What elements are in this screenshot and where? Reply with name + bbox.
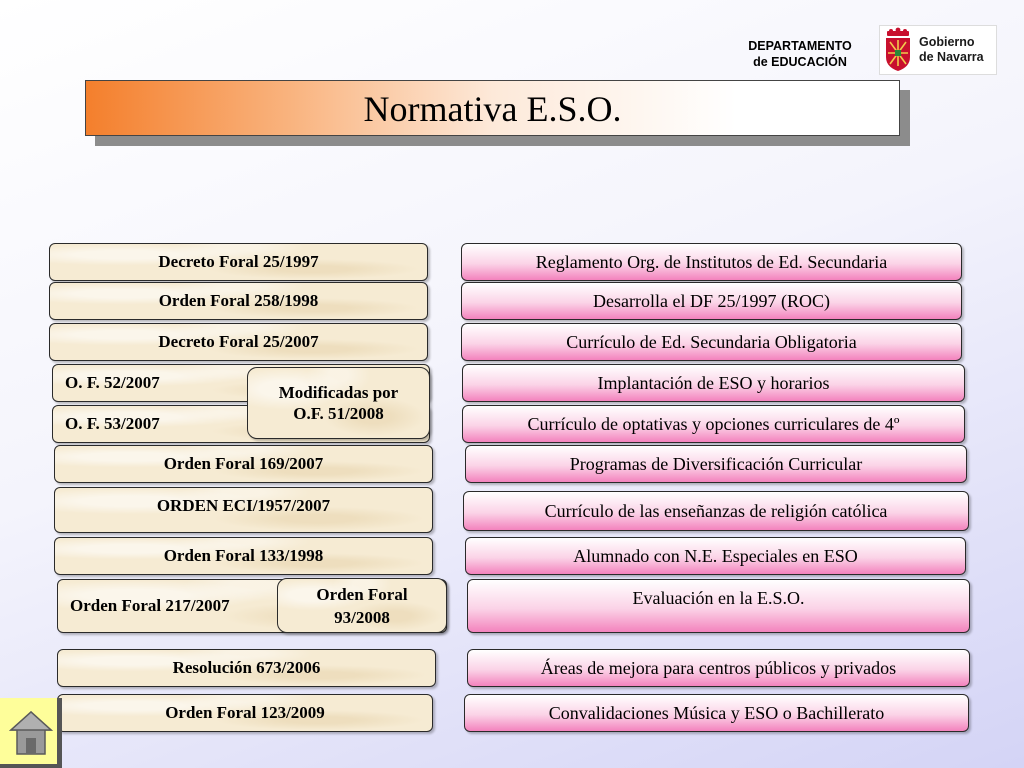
desc-curriculo[interactable]: Currículo de Ed. Secundaria Obligatoria <box>461 323 962 361</box>
link-orden-foral-133-1998[interactable]: Orden Foral 133/1998 <box>54 537 433 575</box>
desc-diversificacion[interactable]: Programas de Diversificación Curricular <box>465 445 967 483</box>
gov-line-1: Gobierno <box>919 35 975 49</box>
home-icon <box>9 708 53 758</box>
link-of-52-2007[interactable]: O. F. 52/2007 <box>52 364 430 402</box>
link-decreto-foral-25-1997[interactable]: Decreto Foral 25/1997 <box>49 243 428 281</box>
navarra-coat-of-arms-icon <box>883 27 913 73</box>
link-orden-foral-258-1998[interactable]: Orden Foral 258/1998 <box>49 282 428 320</box>
department-label <box>725 38 875 70</box>
modified-line-1: Modificadas por <box>278 383 399 402</box>
link-orden-foral-169-2007[interactable]: Orden Foral 169/2007 <box>54 445 433 483</box>
page-title: Normativa E.S.O. <box>85 80 900 136</box>
desc-reglamento[interactable]: Reglamento Org. de Institutos de Ed. Secundaria <box>461 243 962 281</box>
desc-convalidaciones[interactable]: Convalidaciones Música y ESO o Bachillerato <box>464 694 969 732</box>
desc-religion[interactable]: Currículo de las enseñanzas de religión católica <box>463 491 969 531</box>
link-orden-eci-1957-2007[interactable]: ORDEN ECI/1957/2007 <box>54 487 433 533</box>
link-of-53-2007[interactable]: O. F. 53/2007 <box>52 405 430 443</box>
desc-mejora[interactable]: Áreas de mejora para centros públicos y privados <box>467 649 970 687</box>
of-93-line-1: Orden Foral <box>316 584 408 604</box>
link-modificadas-of-51-2008[interactable] <box>247 367 430 439</box>
home-button[interactable] <box>0 698 62 768</box>
department-line-1: DEPARTAMENTO <box>748 39 852 53</box>
desc-evaluacion[interactable]: Evaluación en la E.S.O. <box>467 579 970 633</box>
department-line-2: de EDUCACIÓN <box>753 55 847 69</box>
desc-desarrolla[interactable]: Desarrolla el DF 25/1997 (ROC) <box>461 282 962 320</box>
of-93-line-2: 93/2008 <box>334 607 390 627</box>
link-orden-foral-217-2007[interactable]: Orden Foral 217/2007 <box>57 579 447 633</box>
link-resolucion-673-2006[interactable]: Resolución 673/2006 <box>57 649 436 687</box>
desc-optativas[interactable]: Currículo de optativas y opciones curriculares de 4º <box>462 405 965 443</box>
link-decreto-foral-25-2007[interactable]: Decreto Foral 25/2007 <box>49 323 428 361</box>
gobierno-navarra-logo <box>879 25 997 75</box>
link-orden-foral-123-2009[interactable]: Orden Foral 123/2009 <box>57 694 433 732</box>
desc-implantacion[interactable]: Implantación de ESO y horarios <box>462 364 965 402</box>
desc-nee[interactable]: Alumnado con N.E. Especiales en ESO <box>465 537 966 575</box>
modified-line-2: O.F. 51/2008 <box>293 404 384 423</box>
gov-line-2: de Navarra <box>919 50 984 64</box>
link-orden-foral-93-2008[interactable] <box>277 578 447 633</box>
